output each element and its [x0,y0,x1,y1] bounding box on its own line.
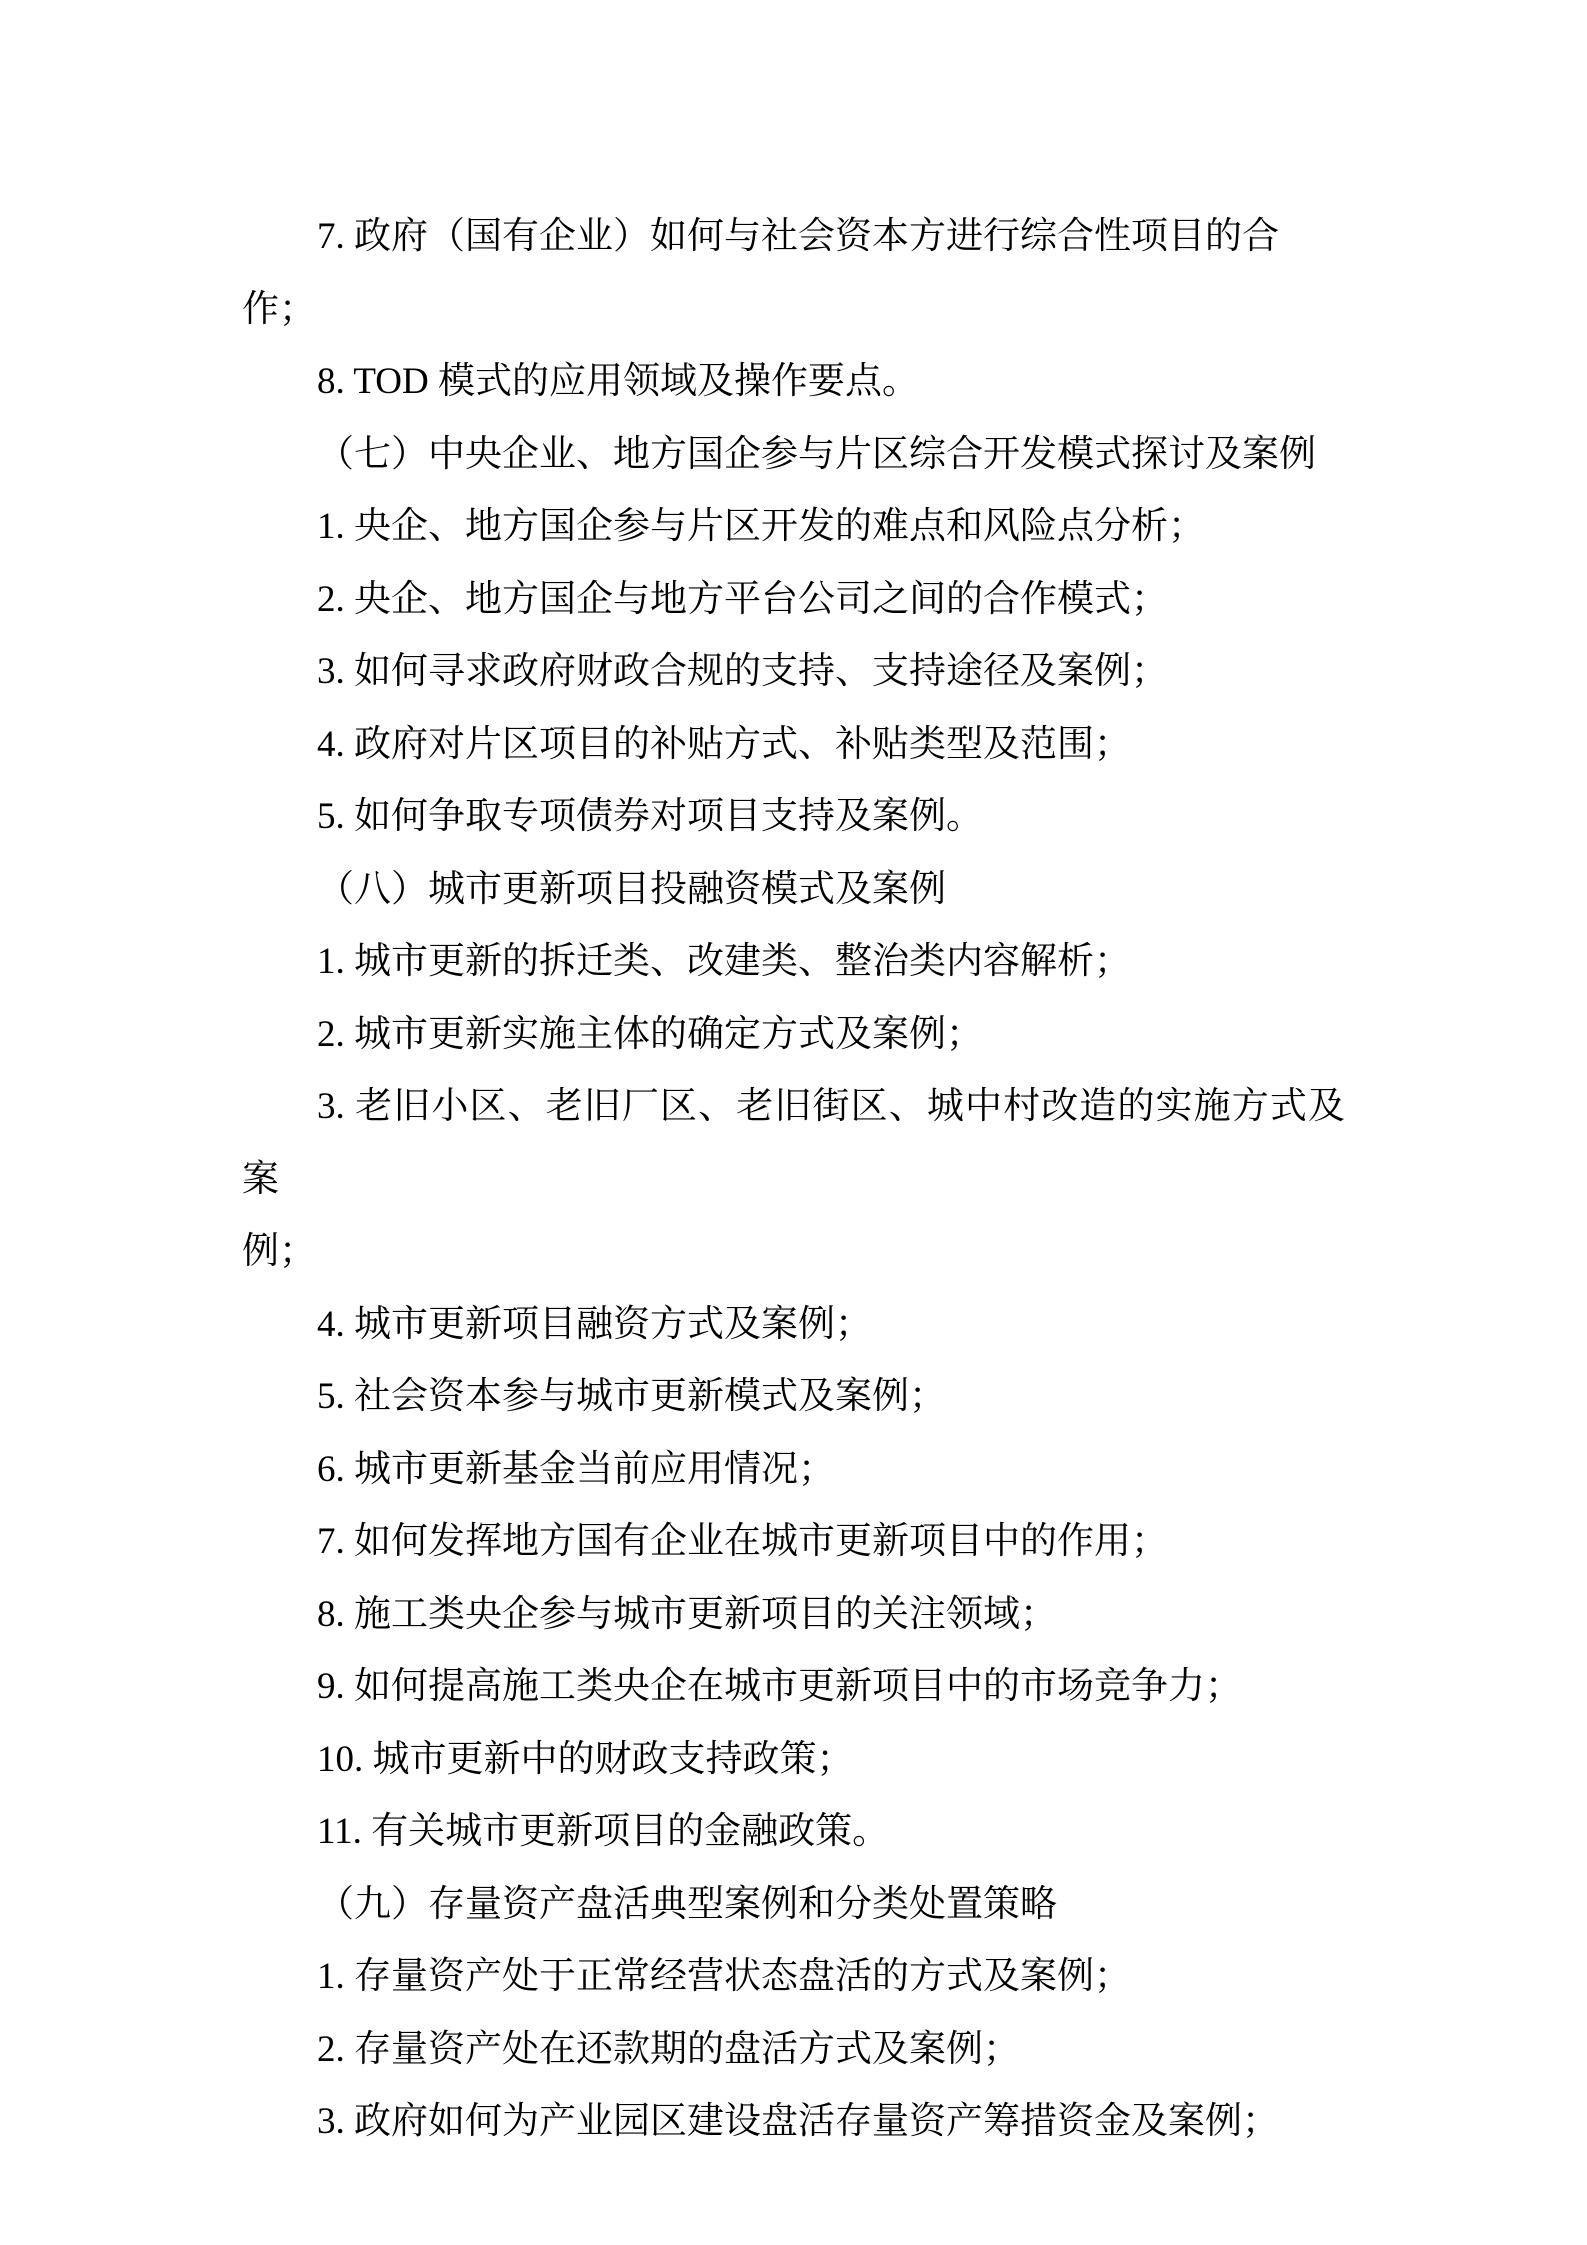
list-item: 2. 城市更新实施主体的确定方式及案例； [317,1013,983,1055]
list-item: 3. 政府如何为产业园区建设盘活存量资产筹措资金及案例； [317,2101,1279,2142]
list-item: 11. 有关城市更新项目的金融政策。 [317,1811,890,1852]
section-heading: （九）存量资产盘活典型案例和分类处置策略 [317,1883,1057,1925]
list-item: 5. 社会资本参与城市更新模式及案例； [317,1376,946,1417]
list-item: 8. 施工类央企参与城市更新项目的关注领域； [317,1593,1057,1635]
list-item: 7. 如何发挥地方国有企业在城市更新项目中的作用； [317,1521,1168,1562]
list-item: 1. 存量资产处于正常经营状态盘活的方式及案例； [317,1956,1131,1997]
list-item: 4. 城市更新项目融资方式及案例； [317,1303,872,1345]
list-item: 2. 央企、地方国企与地方平台公司之间的合作模式； [317,578,1168,620]
list-item: 3. 老旧小区、老旧厂区、老旧街区、城中村改造的实施方式及案 [242,1086,1345,1200]
list-item: 2. 存量资产处在还款期的盘活方式及案例； [317,2028,1020,2070]
list-item: 7. 政府（国有企业）如何与社会资本方进行综合性项目的合作； [242,216,1279,330]
list-item: 1. 央企、地方国企参与片区开发的难点和风险点分析； [317,506,1205,547]
list-item: 5. 如何争取专项债券对项目支持及案例。 [317,796,983,837]
list-item: 4. 政府对片区项目的补贴方式、补贴类型及范围； [317,723,1131,765]
section-heading: （八）城市更新项目投融资模式及案例 [317,868,946,910]
list-item: 10. 城市更新中的财政支持政策； [317,1738,854,1780]
list-item-continuation: 例； [242,1231,316,1272]
list-item: 9. 如何提高施工类央企在城市更新项目中的市场竞争力； [317,1666,1242,1707]
list-item: 1. 城市更新的拆迁类、改建类、整治类内容解析； [317,941,1131,982]
list-item: 6. 城市更新基金当前应用情况； [317,1448,835,1490]
section-heading: （七）中央企业、地方国企参与片区综合开发模式探讨及案例 [317,433,1316,475]
list-item: 3. 如何寻求政府财政合规的支持、支持途径及案例； [317,651,1168,692]
list-item: 8. TOD 模式的应用领域及操作要点。 [317,361,919,402]
